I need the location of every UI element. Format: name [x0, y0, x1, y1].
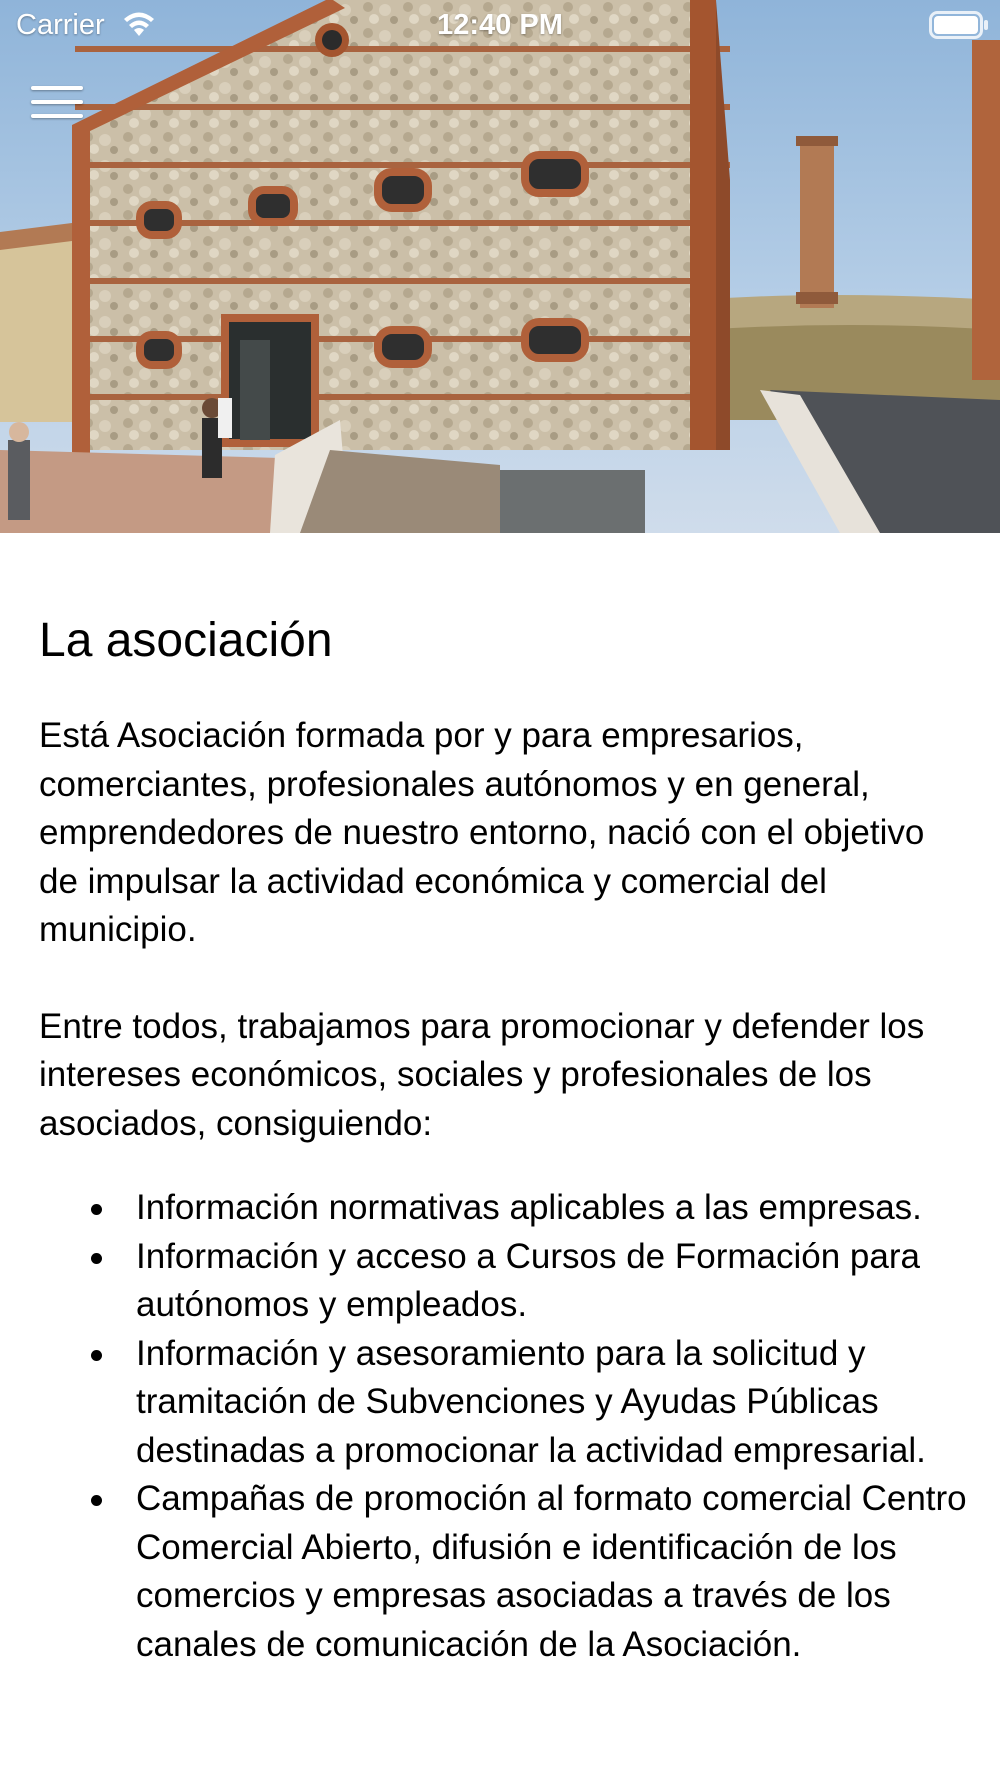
menu-bar-bottom [31, 114, 83, 118]
list-item-text: Campañas de promoción al formato comercial Centro Comercial Abierto, difusión e identificación de los comercios y empresas asociadas a través de los canales de comunicación de la Asociación. [136, 1479, 967, 1664]
bullet-icon [91, 1495, 102, 1506]
status-bar [0, 0, 1000, 50]
bullet-icon [91, 1253, 102, 1264]
intro-paragraph: Está Asociación formada por y para empresarios, comerciantes, profesionales autónomos y en general, emprendedores de nuestro entorno, nació con el objetivo de impulsar la actividad económica y comercial del municipio. [39, 716, 925, 949]
list-item-text: Información y acceso a Cursos de Formación para autónomos y empleados. [136, 1236, 920, 1324]
battery-icon [929, 11, 989, 39]
article-content [39, 612, 969, 1669]
mission-paragraph: Entre todos, trabajamos para promocionar y defender los intereses económicos, sociales y profesionales de los asociados, consiguiendo: [39, 1006, 925, 1143]
building-illustration [0, 0, 1000, 533]
bullet-icon [91, 1350, 102, 1361]
list-item-text: Información normativas aplicables a las empresas. [136, 1188, 922, 1227]
list-item [39, 1475, 969, 1669]
bullet-icon [91, 1204, 102, 1215]
hero-image [0, 0, 1000, 533]
menu-bar-middle [31, 100, 83, 104]
page-title: La asociación [39, 614, 333, 667]
list-item-text: Información y asesoramiento para la solicitud y tramitación de Subvenciones y Ayudas Públicas destinadas a promocionar la actividad empresarial. [136, 1333, 926, 1470]
menu-bar-top [31, 86, 83, 90]
status-time: 12:40 PM [437, 9, 563, 41]
list-item [39, 1184, 969, 1233]
benefits-list [39, 1184, 969, 1669]
hamburger-menu-icon[interactable] [24, 76, 90, 128]
carrier-label: Carrier [16, 9, 105, 41]
list-item [39, 1330, 969, 1476]
list-item [39, 1233, 969, 1330]
